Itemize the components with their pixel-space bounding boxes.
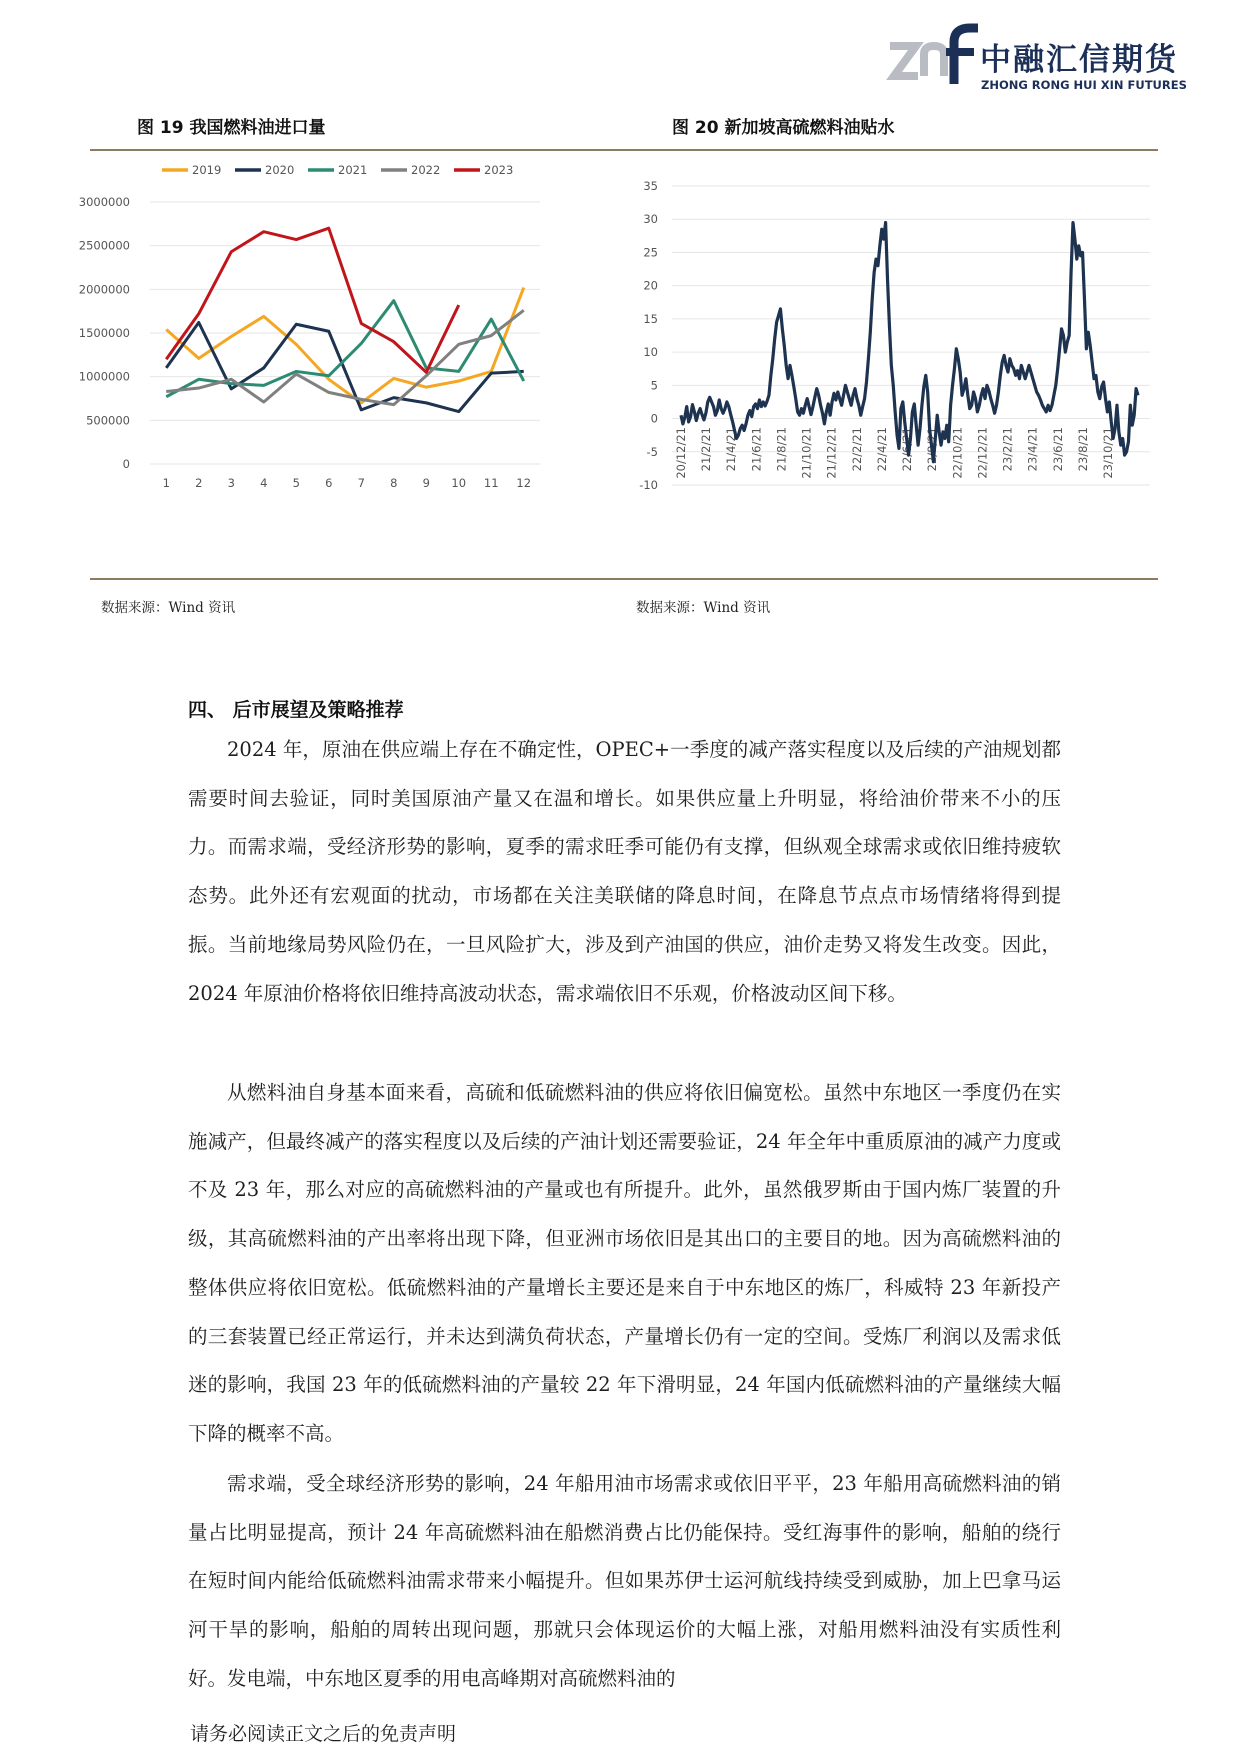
c1-legend-label: 2022 (411, 163, 441, 177)
c1-x-tick-label: 12 (516, 476, 532, 490)
c1-x-tick-label: 3 (227, 476, 235, 490)
paragraph-1: 2024 年，原油在供应端上存在不确定性，OPEC+一季度的减产落实程度以及后续的产油规划都需要时间去验证，同时美国原油产量又在温和增长。如果供应量上升明显，将给油价带来不小的压力。而需求端，受经济形势的影响，夏季的需求旺季可能仍有支撑，但纵观全球需求或依旧维持疲软态势。此外还有宏观面的扰动，市场都在关注美联储的降息时间，在降息节点点市场情绪将得到提振。当前地缘局势风险仍在，一旦风险扩大，涉及到产油国的供应，油价走势又将发生改变。因此，2024 年原油价格将依旧维持高波动状态，需求端依旧不乐观，价格波动区间下移。 (188, 738, 1061, 1005)
c1-x-tick-label: 11 (483, 476, 499, 490)
c2-series-line (681, 223, 1138, 462)
c1-x-tick-label: 6 (325, 476, 333, 490)
c2-x-tick-label: 23/10/21 (1101, 427, 1115, 479)
c2-x-tick-label: 22/6/21 (900, 427, 915, 472)
c1-y-tick-label: 3000000 (78, 195, 130, 209)
c2-x-tick-label: 23/8/21 (1075, 427, 1090, 472)
c1-legend-label: 2019 (192, 163, 222, 177)
footer-disclaimer: 请务必阅读正文之后的免责声明 (190, 1723, 457, 1745)
c2-x-tick-label: 22/4/21 (874, 427, 889, 472)
logo-chinese-name: 中融汇信期货 (980, 42, 1178, 78)
paragraph-2: 从燃料油自身基本面来看，高硫和低硫燃料油的供应将依旧偏宽松。虽然中东地区一季度仍在实施减产，但最终减产的落实程度以及后续的产油计划还需要验证，24 年全年中重质原油的减产力度或不及 23 年，那么对应的高硫燃料油的产量或也有所提升。此外，虽然俄罗斯由于国内炼厂装置的升级，其高硫燃料油的产出率将出现下降，但亚洲市场依旧是其出口的主要目的地。因为高硫燃料油的整体供应将依旧宽松。低硫燃料油的产量增长主要还是来自于中东地区的炼厂，科威特 23 年新投产的三套装置已经正常运行，并未达到满负荷状态，产量增长仍有一定的空间。受炼厂利润以及需求低迷的影响，我国 23 年的低硫燃料油的产量较 22 年下滑明显，24 年国内低硫燃料油的产量继续大幅下降的概率不高。 (188, 1081, 1061, 1445)
logo-english-name: ZHONG RONG HUI XIN FUTURES (981, 78, 1187, 92)
figure-top-rule (90, 149, 1158, 151)
c2-x-tick-label: 22/2/21 (849, 427, 864, 472)
company-logo (880, 24, 1187, 96)
c2-y-tick-label: 15 (643, 311, 658, 326)
c2-y-tick-label: 35 (643, 179, 658, 193)
c2-x-tick-label: 21/10/21 (799, 427, 814, 479)
c2-x-tick-label: 22/10/21 (950, 427, 965, 479)
figure19-title: 图 19 我国燃料油进口量 (137, 118, 326, 138)
c2-x-tick-label: 23/4/21 (1025, 427, 1040, 472)
figure20-source: 数据来源：Wind 资讯 (636, 600, 771, 616)
c1-x-tick-label: 1 (162, 476, 170, 490)
c2-x-tick-label: 22/8/21 (925, 427, 940, 472)
section-title: 四、 后市展望及策略推荐 (188, 699, 404, 721)
c2-y-tick-label: -5 (646, 444, 658, 459)
c2-y-tick-label: 25 (643, 245, 658, 260)
figure20-title: 图 20 新加坡高硫燃料油贴水 (672, 118, 895, 138)
c2-y-tick-label: 0 (650, 411, 658, 426)
c2-x-tick-label: 23/6/21 (1050, 427, 1065, 472)
c1-y-tick-label: 2500000 (78, 238, 130, 253)
c2-x-tick-label: 22/12/21 (975, 427, 990, 479)
c1-x-tick-label: 10 (451, 476, 467, 490)
c1-series-line-2020 (166, 323, 524, 412)
chart-fuel-oil-imports (78, 152, 620, 572)
c2-y-tick-label: 30 (643, 212, 658, 227)
figure-bottom-rule (90, 578, 1158, 580)
figure19-source: 数据来源：Wind 资讯 (101, 600, 236, 616)
c1-x-tick-label: 9 (422, 476, 430, 490)
c1-y-tick-label: 2000000 (78, 282, 130, 297)
c1-y-tick-label: 1000000 (78, 369, 130, 384)
c1-x-tick-label: 4 (260, 476, 268, 490)
c2-x-tick-label: 21/8/21 (774, 427, 789, 472)
c2-x-tick-label: 20/12/21 (674, 427, 688, 479)
c2-x-tick-label: 23/2/21 (1000, 427, 1015, 472)
c1-y-tick-label: 1500000 (78, 326, 130, 340)
c1-legend-label: 2020 (265, 163, 295, 177)
logo-mark-icon (880, 24, 980, 88)
c2-y-tick-label: 10 (643, 345, 658, 360)
c1-legend-label: 2021 (338, 163, 368, 177)
chart-singapore-hsfo-discount (630, 152, 1160, 572)
c1-y-tick-label: 0 (122, 457, 130, 471)
c2-x-tick-label: 21/12/21 (824, 427, 839, 479)
c1-series-line-2019 (166, 288, 524, 403)
c2-y-tick-label: -10 (639, 478, 658, 492)
c1-legend-label: 2023 (484, 163, 514, 177)
c2-x-tick-label: 21/4/21 (724, 427, 739, 472)
c2-y-tick-label: 20 (643, 278, 658, 293)
c1-x-tick-label: 7 (357, 476, 365, 490)
c1-x-tick-label: 2 (195, 476, 203, 490)
c1-y-tick-label: 500000 (86, 413, 130, 428)
c2-y-tick-label: 5 (650, 378, 658, 393)
c2-x-tick-label: 21/6/21 (749, 427, 764, 472)
paragraph-3: 需求端，受全球经济形势的影响，24 年船用油市场需求或依旧平平，23 年船用高硫燃料油的销量占比明显提高，预计 24 年高硫燃料油在船燃消费占比仍能保持。受红海事件的影响，船舶的绕行在短时间内能给低硫燃料油需求带来小幅提升。但如果苏伊士运河航线持续受到威胁，加上巴拿马运河干旱的影响，船舶的周转出现问题，那就只会体现运价的大幅上涨，对船用燃料油没有实质性利好。发电端，中东地区夏季的用电高峰期对高硫燃料油的 (188, 1472, 1061, 1690)
c2-x-tick-label: 21/2/21 (699, 427, 714, 472)
c1-x-tick-label: 5 (292, 476, 300, 490)
c1-x-tick-label: 8 (390, 476, 398, 490)
